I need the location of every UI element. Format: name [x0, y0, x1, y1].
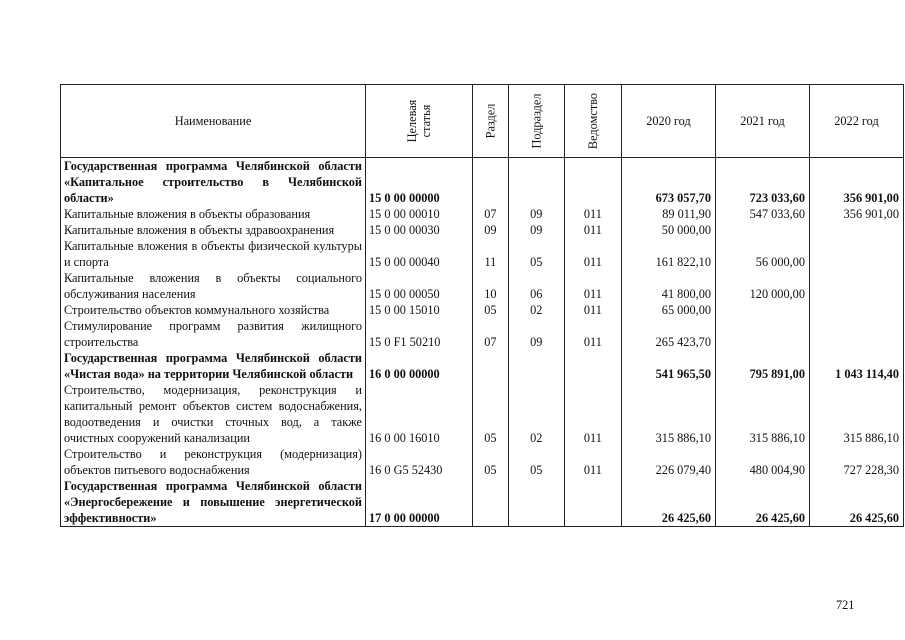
row-2021-cell	[715, 222, 809, 238]
row-name-cell: Строительство и реконструкция (модернизация) объектов питьевого водоснабжения	[61, 446, 366, 478]
table-row	[61, 318, 904, 350]
row-2022-cell	[809, 270, 903, 302]
table-row	[61, 206, 904, 222]
row-code-cell: 15 0 00 00030	[366, 222, 473, 238]
row-section-cell: 07	[473, 206, 509, 222]
row-section-cell: 05	[473, 446, 509, 478]
table-row	[61, 270, 904, 302]
row-2020-cell: 315 886,10	[621, 382, 715, 446]
row-section-cell: 07	[473, 318, 509, 350]
row-2021-cell: 315 886,10	[715, 382, 809, 446]
row-code-cell: 17 0 00 00000	[366, 478, 473, 527]
row-name-cell: Капитальные вложения в объекты образования	[61, 206, 366, 222]
table-row	[61, 350, 904, 382]
row-section-cell	[473, 478, 509, 527]
header-year-2022: 2022 год	[809, 85, 903, 158]
table-row	[61, 238, 904, 270]
row-subsection-cell: 02	[508, 302, 564, 318]
row-section-cell: 09	[473, 222, 509, 238]
row-2021-cell: 723 033,60	[715, 158, 809, 207]
row-2020-cell: 161 822,10	[621, 238, 715, 270]
row-subsection-cell: 05	[508, 238, 564, 270]
row-2020-cell: 41 800,00	[621, 270, 715, 302]
row-2021-cell: 795 891,00	[715, 350, 809, 382]
row-section-cell	[473, 158, 509, 207]
row-2021-cell	[715, 302, 809, 318]
table-row	[61, 302, 904, 318]
row-2022-cell	[809, 222, 903, 238]
row-code-cell: 15 0 00 15010	[366, 302, 473, 318]
row-department-cell	[564, 478, 621, 527]
row-name-cell: Строительство, модернизация, реконструкция и капитальный ремонт объектов систем водоснабжения, водоотведения и очистки сточных вод, а также очистных сооружений канализации	[61, 382, 366, 446]
row-name-cell: Стимулирование программ развития жилищного строительства	[61, 318, 366, 350]
row-2022-cell	[809, 302, 903, 318]
row-2022-cell: 26 425,60	[809, 478, 903, 527]
row-2022-cell: 315 886,10	[809, 382, 903, 446]
table-row	[61, 478, 904, 527]
row-department-cell: 011	[564, 382, 621, 446]
header-department: Ведомство	[564, 85, 621, 158]
row-2022-cell	[809, 238, 903, 270]
row-2022-cell: 1 043 114,40	[809, 350, 903, 382]
row-code-cell: 15 0 00 00050	[366, 270, 473, 302]
budget-table	[60, 84, 904, 527]
row-code-cell: 16 0 00 00000	[366, 350, 473, 382]
row-2020-cell: 89 011,90	[621, 206, 715, 222]
row-subsection-cell	[508, 478, 564, 527]
table-row	[61, 382, 904, 446]
row-section-cell: 05	[473, 302, 509, 318]
row-2020-cell: 50 000,00	[621, 222, 715, 238]
row-name-cell: Капитальные вложения в объекты социального обслуживания населения	[61, 270, 366, 302]
header-row	[61, 85, 904, 158]
row-2020-cell: 265 423,70	[621, 318, 715, 350]
row-subsection-cell: 06	[508, 270, 564, 302]
row-name-cell: Капитальные вложения в объекты здравоохранения	[61, 222, 366, 238]
row-name-cell: Капитальные вложения в объекты физической культуры и спорта	[61, 238, 366, 270]
header-target-article: Целевая статья	[366, 85, 473, 158]
table-body	[61, 158, 904, 527]
page-number: 721	[836, 598, 855, 612]
row-2021-cell	[715, 318, 809, 350]
row-department-cell	[564, 350, 621, 382]
row-2021-cell: 480 004,90	[715, 446, 809, 478]
row-code-cell: 16 0 00 16010	[366, 382, 473, 446]
row-2020-cell: 65 000,00	[621, 302, 715, 318]
row-department-cell: 011	[564, 446, 621, 478]
row-subsection-cell	[508, 350, 564, 382]
row-2021-cell: 56 000,00	[715, 238, 809, 270]
row-2022-cell: 356 901,00	[809, 206, 903, 222]
table-row	[61, 158, 904, 207]
row-section-cell: 11	[473, 238, 509, 270]
row-code-cell: 15 0 00 00010	[366, 206, 473, 222]
row-section-cell	[473, 350, 509, 382]
table-row	[61, 446, 904, 478]
row-2021-cell: 26 425,60	[715, 478, 809, 527]
row-section-cell: 05	[473, 382, 509, 446]
row-name-cell: Государственная программа Челябинской области «Чистая вода» на территории Челябинской области	[61, 350, 366, 382]
row-code-cell: 15 0 F1 50210	[366, 318, 473, 350]
row-name-cell: Государственная программа Челябинской области «Энергосбережение и повышение энергетической эффективности»	[61, 478, 366, 527]
row-subsection-cell: 09	[508, 222, 564, 238]
header-subsection: Подраздел	[508, 85, 564, 158]
row-code-cell: 15 0 00 00000	[366, 158, 473, 207]
row-subsection-cell: 09	[508, 206, 564, 222]
row-department-cell: 011	[564, 302, 621, 318]
row-department-cell: 011	[564, 318, 621, 350]
header-year-2021: 2021 год	[715, 85, 809, 158]
row-subsection-cell: 05	[508, 446, 564, 478]
row-code-cell: 16 0 G5 52430	[366, 446, 473, 478]
header-year-2020: 2020 год	[621, 85, 715, 158]
row-2020-cell: 26 425,60	[621, 478, 715, 527]
row-2022-cell: 356 901,00	[809, 158, 903, 207]
row-code-cell: 15 0 00 00040	[366, 238, 473, 270]
row-name-cell: Государственная программа Челябинской области «Капитальное строительство в Челябинской области»	[61, 158, 366, 207]
row-department-cell: 011	[564, 206, 621, 222]
row-subsection-cell: 09	[508, 318, 564, 350]
row-2022-cell: 727 228,30	[809, 446, 903, 478]
row-2021-cell: 120 000,00	[715, 270, 809, 302]
row-department-cell	[564, 158, 621, 207]
header-section: Раздел	[473, 85, 509, 158]
table-row	[61, 222, 904, 238]
row-subsection-cell	[508, 158, 564, 207]
row-2020-cell: 541 965,50	[621, 350, 715, 382]
row-2020-cell: 673 057,70	[621, 158, 715, 207]
header-name: Наименование	[61, 85, 366, 158]
row-2022-cell	[809, 318, 903, 350]
row-2021-cell: 547 033,60	[715, 206, 809, 222]
row-subsection-cell: 02	[508, 382, 564, 446]
row-2020-cell: 226 079,40	[621, 446, 715, 478]
row-department-cell: 011	[564, 270, 621, 302]
row-section-cell: 10	[473, 270, 509, 302]
row-name-cell: Строительство объектов коммунального хозяйства	[61, 302, 366, 318]
row-department-cell: 011	[564, 238, 621, 270]
row-department-cell: 011	[564, 222, 621, 238]
